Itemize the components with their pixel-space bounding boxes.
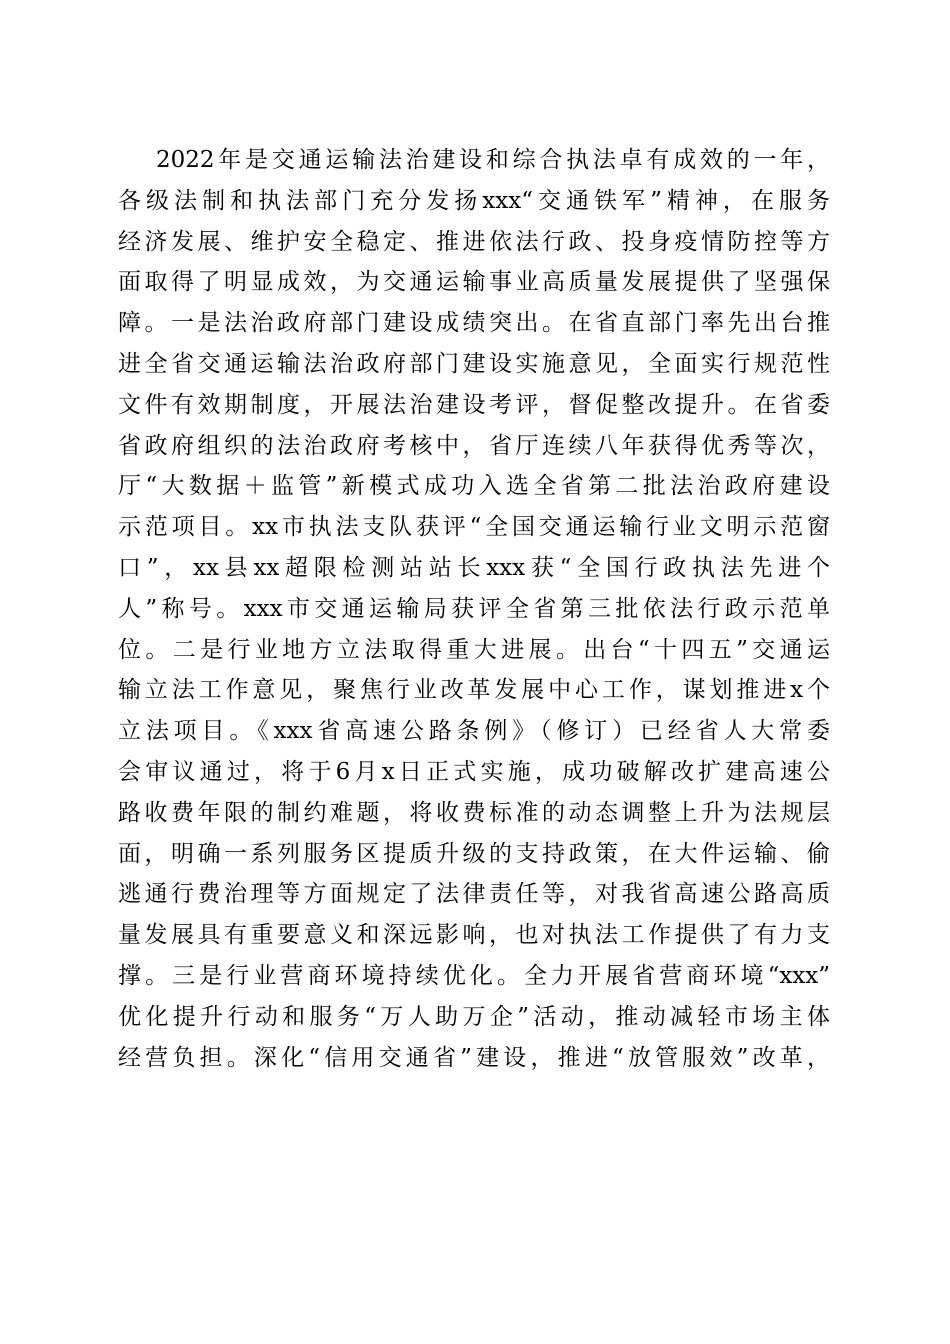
- paragraph-line: 优化提升行动和服务“万人助万企”活动，推动减轻市场主体: [118, 1003, 830, 1030]
- paragraph-line: 面取得了明显成效，为交通运输事业高质量发展提供了坚强保: [118, 269, 830, 296]
- paragraph-line: 经营负担。深化“信用交通省”建设，推进“放管服效”改革，: [118, 1044, 830, 1071]
- paragraph-line: 输立法工作意见，聚焦行业改革发展中心工作，谋划推进x个: [118, 677, 830, 704]
- paragraph-line: 量发展具有重要意义和深远影响，也对执法工作提供了有力支: [118, 922, 830, 949]
- paragraph-line: 2022年是交通运输法治建设和综合执法卓有成效的一年，: [156, 147, 830, 173]
- paragraph-line: 厅“大数据＋监管”新模式成功入选全省第二批法治政府建设: [118, 473, 830, 500]
- paragraph-line: 障。一是法治政府部门建设成绩突出。在省直部门率先出台推: [118, 310, 830, 337]
- paragraph-line: 口”，xx县xx超限检测站站长xxx获“全国行政执法先进个: [118, 554, 830, 581]
- body-paragraph: [118, 140, 830, 1078]
- paragraph-line: 立法项目。《xxx省高速公路条例》（修订）已经省人大常委: [118, 718, 830, 745]
- paragraph-line: 位。二是行业地方立法取得重大进展。出台“十四五”交通运: [118, 636, 830, 663]
- paragraph-line: 面，明确一系列服务区提质升级的支持政策，在大件运输、偷: [118, 840, 830, 867]
- paragraph-line: 人”称号。xxx市交通运输局获评全省第三批依法行政示范单: [118, 595, 830, 622]
- paragraph-line: 会审议通过，将于6月x日正式实施，成功破解改扩建高速公: [118, 758, 830, 785]
- paragraph-line: 撑。三是行业营商环境持续优化。全力开展省营商环境“xxx”: [118, 962, 830, 989]
- paragraph-line: 进全省交通运输法治政府部门建设实施意见，全面实行规范性: [118, 350, 830, 377]
- paragraph-line: 文件有效期制度，开展法治建设考评，督促整改提升。在省委: [118, 391, 830, 418]
- paragraph-line: 经济发展、维护安全稳定、推进依法行政、投身疫情防控等方: [118, 228, 830, 255]
- paragraph-line: 省政府组织的法治政府考核中，省厅连续八年获得优秀等次，: [118, 432, 830, 459]
- paragraph-line: 示范项目。xx市执法支队获评“全国交通运输行业文明示范窗: [118, 514, 830, 541]
- paragraph-line: 逃通行费治理等方面规定了法律责任等，对我省高速公路高质: [118, 881, 830, 908]
- paragraph-line: 各级法制和执法部门充分发扬xxx“交通铁军”精神，在服务: [118, 187, 830, 214]
- paragraph-line: 路收费年限的制约难题，将收费标准的动态调整上升为法规层: [118, 799, 830, 826]
